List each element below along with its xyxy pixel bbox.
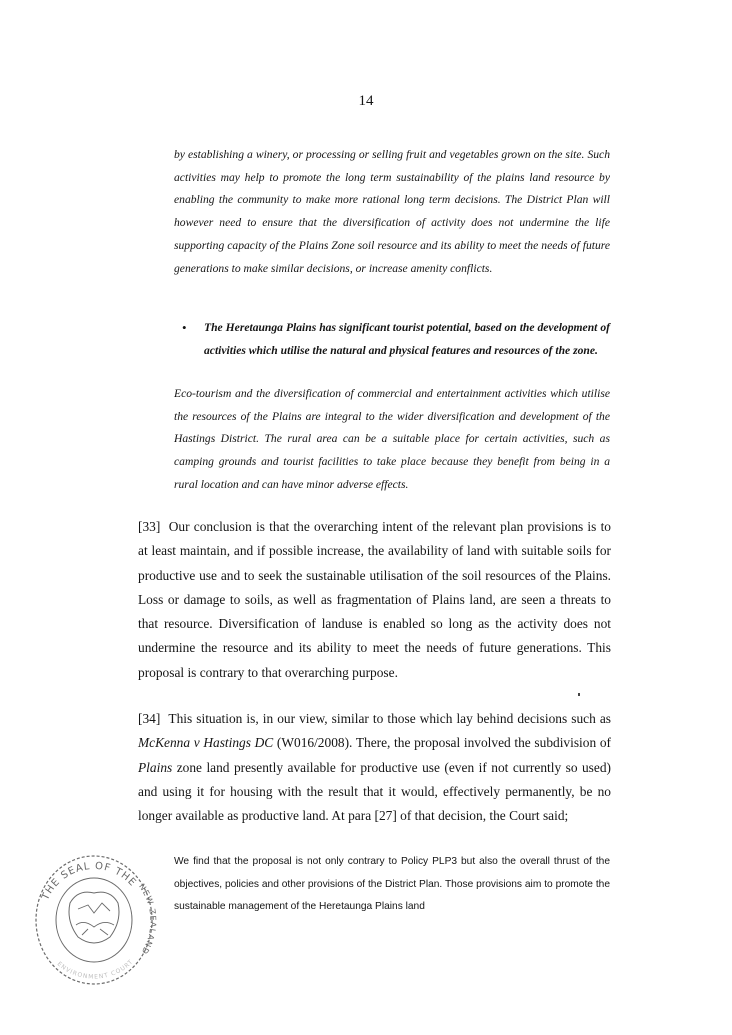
svg-text:THE SEAL OF THE xyxy=(40,861,138,903)
paragraph-number: [34] xyxy=(138,711,161,726)
quoted-plan-excerpt-1 xyxy=(174,144,610,280)
paragraph-33 xyxy=(138,515,611,685)
scan-speck xyxy=(578,693,580,696)
bullet-heading: The Heretaunga Plains has significant tourist potential, based on the development of activities which utilise the natural and physical features and resources of the zone. xyxy=(204,321,610,357)
page-number: 14 xyxy=(358,93,374,109)
seal-bottom-text: ENVIRONMENT COURT xyxy=(55,958,135,981)
paragraph-text: This situation is, in our view, similar to those which lay behind decisions such as xyxy=(168,711,611,726)
quoted-plan-excerpt-2 xyxy=(174,383,610,497)
quoted-text: by establishing a winery, or processing or selling fruit and vegetables grown on the site. Such activities may help to promote the long term sustainability of the plains land resource by enabling the community to make more rational long term decisions. The District Plan will however need to ensure that the diversification of activity does not undermine the life supporting capacity of the Plains Zone soil resource and its ability to meet the needs of future generations to make similar decisions, or increase amenity conflicts. xyxy=(174,148,610,275)
court-decision-quote xyxy=(174,851,610,919)
court-seal-stamp xyxy=(18,837,168,997)
bullet-marker: • xyxy=(182,320,187,335)
paragraph-number: [33] xyxy=(138,519,161,534)
zone-name: Plains xyxy=(138,759,173,775)
quoted-text: We find that the proposal is not only contrary to Policy PLP3 but also the overall thrust of the objectives, policies and other provisions of the District Plan. Those provisions aim to promote the sustainable management of the Heretaunga Plains land xyxy=(174,856,610,913)
paragraph-text: Our conclusion is that the overarching intent of the relevant plan provisions is to at least maintain, and if possible increase, the availability of land with suitable soils for productive use and to seek the sustainable utilisation of the soil resources of the Plains. Loss or damage to soils, as well as fragmentation of Plains land, are seen a threats to that resource. Diversification of landuse is enabled so long as the activity does not undermine the resource and its ability to meet the needs of future generations. This proposal is contrary to that overarching purpose. xyxy=(138,519,611,680)
quoted-text: Eco-tourism and the diversification of commercial and entertainment activities which utilise the resources of the Plains are integral to the wider diversification and development of the Hastings District. The rural area can be a suitable place for certain activities, such as camping grounds and tourist facilities to take place because they benefit from being in a rural location and can have minor adverse effects. xyxy=(174,387,610,491)
seal-right-text: NEW ZEALAND xyxy=(137,882,158,957)
paragraph-body xyxy=(138,515,611,685)
case-name: McKenna v Hastings DC xyxy=(138,735,274,751)
paragraph-text: zone land presently available for productive use (even if not currently so used) and using it for housing with the result that it would, effectively permanently, be no longer available as productive land. At para [27] of that decision, the Court said; xyxy=(138,759,611,824)
paragraph-body xyxy=(138,707,611,828)
paragraph-text: (W016/2008). There, the proposal involved the subdivision of xyxy=(273,735,611,751)
paragraph-34 xyxy=(138,707,611,828)
seal-top-text: THE SEAL OF THE xyxy=(40,860,139,902)
svg-text:NEW ZEALAND xyxy=(137,882,157,956)
